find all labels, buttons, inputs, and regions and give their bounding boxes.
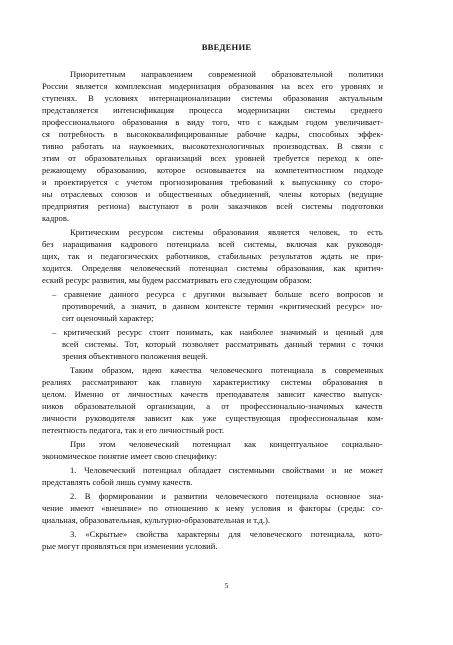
text-line: 3. «Скрытые» свойства характерны для человеческого потенциала, кото- (70, 529, 383, 539)
text-line: противоречий, а значит, в данном контексте термин «критический ресурс» но- (62, 301, 383, 311)
text-line: целом. Именно от личностных качеств преподавателя зависит качество выпуск- (42, 389, 383, 399)
text-line: личности руководителя зависит как уже существующая профессиональная ком- (42, 413, 384, 423)
text-line: Критическим ресурсом системы образования является человек, то есть (70, 227, 383, 237)
text-line: этим от образовательных организаций всех уровней требуется переход к опе- (42, 153, 384, 163)
text-line: 2. В формировании и развитии человеческого потенциала основное зна- (70, 491, 384, 501)
text-line: Приоритетным направлением современной образовательной политики (70, 69, 384, 79)
text-line: еский ресурс развития, мы будем рассматривать его следующим образом: (42, 275, 312, 285)
text-line: ступенях. В условиях интернационализации системы образования актуальным (42, 93, 383, 103)
text-line: ников образовательной организации, а от профессионально-значимых качеств (42, 401, 383, 411)
text-line: зрения объективного положения вещей. (62, 351, 208, 361)
text-line: ны отраслевых союзов и общественных объединений, члены которых (ведущие (42, 189, 383, 199)
text-line: всей системы. Тот, который позволяет рассматривать данный термин с точки (62, 339, 384, 349)
text-line: – критический ресурс стоит понимать, как наиболее значимый и ценный для (52, 327, 384, 337)
text-line: экономическое понятие имеет свою специфику: (42, 451, 217, 461)
text-line: 1. Человеческий потенциал обладает системными свойствами и не может (70, 465, 384, 475)
text-line: сит оценочный характер; (62, 313, 154, 323)
text-line: России является комплексная модернизация образования на всех его уровнях и (42, 81, 383, 91)
text-line: чение имеют «внешние» по отношению к нему условия и факторы (среды: со- (42, 503, 384, 513)
text-line: тивно работать на наукоемких, высокотехнологичных производствах. В связи с (42, 141, 384, 151)
text-line: рые могут проявляться при изменении условий. (42, 541, 218, 551)
text-line: ходится. Определяя человеческий потенциал системы образования, как критич- (42, 263, 384, 273)
text-line: без наращивания кадрового потенциала всей системы, включая как руководя- (42, 239, 384, 249)
text-line: – сравнение данного ресурса с другими вызывает больше всего вопросов и (52, 289, 384, 299)
text-line: кадров. (42, 213, 70, 223)
text-line: Таким образом, идею качества человеческого потенциала в современных (70, 365, 384, 375)
text-line: режающему образованию, которое основывается на компетентностном подходе (42, 165, 384, 175)
text-line: ся потребность в высококвалифицированные рабочие кадры, способных эффек- (42, 129, 384, 139)
page-heading: ВВЕДЕНИЕ (201, 42, 252, 52)
text-line: циальная, образовательная, культурно-образовательная и т.д.). (42, 515, 270, 525)
text-line: представляется интенсификация процесса модернизации системы среднего (42, 105, 383, 115)
text-line: и проектируется с учетом прогнозирования требований к выпускнику со сторо- (42, 177, 383, 187)
page-number: 5 (224, 581, 229, 590)
text-line: При этом человеческий потенциал как концептуальное социально- (70, 439, 383, 449)
text-line: профессионального образования в виду того, что с каждым годом увеличивает- (42, 117, 384, 127)
text-line: представлять собой лишь сумму качеств. (42, 477, 193, 487)
text-line: реалиях рассматривают как главную характеристику системы образования в (42, 377, 383, 387)
text-line: петентность педагога, так и его личностный рост. (42, 425, 225, 435)
text-line: предприятия региона) выступают в роли заказчиков всей системы подготовки (42, 201, 384, 211)
text-line: щих, так и педагогических работников, стабильных результатов ждать не при- (42, 251, 384, 261)
